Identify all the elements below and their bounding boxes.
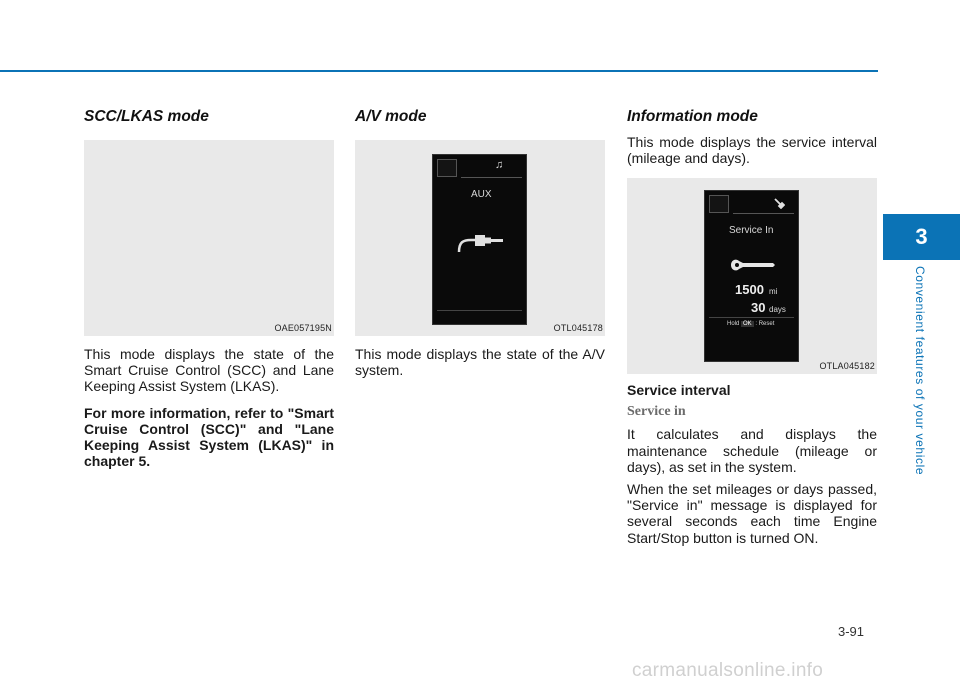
aux-plug-icon xyxy=(453,230,509,260)
chapter-number-tab: 3 xyxy=(883,214,960,260)
wrench-icon xyxy=(773,197,785,209)
header-rule xyxy=(0,70,878,72)
av-figure xyxy=(355,140,605,336)
figure-code: OTLA045182 xyxy=(819,361,875,372)
days-value: 30 xyxy=(751,300,766,316)
figure-code: OTL045178 xyxy=(553,323,603,333)
service-cluster-display xyxy=(704,190,799,362)
display-corner-box xyxy=(709,195,729,213)
watermark: carmanualsonline.info xyxy=(632,660,824,681)
information-section xyxy=(627,108,877,546)
service-in-heading: Service in xyxy=(627,404,686,420)
aux-label: AUX xyxy=(471,189,492,200)
service-in-label: Service In xyxy=(729,225,774,237)
display-top-line xyxy=(461,177,522,178)
av-description: This mode displays the state of the A/V system. xyxy=(355,346,605,379)
display-divider xyxy=(709,317,794,318)
days-unit: days xyxy=(769,305,786,315)
av-title: A/V mode xyxy=(355,108,427,125)
figure-code: OAE057195N xyxy=(274,323,332,333)
wrench-icon xyxy=(729,255,777,275)
display-corner-box xyxy=(437,159,457,177)
service-interval-heading: Service interval xyxy=(627,382,731,399)
service-in-description: It calculates and displays the maintenance schedule (mileage or days), as set in the system. xyxy=(627,426,877,475)
scc-lkas-description: This mode displays the state of the Smart Cruise Control (SCC) and Lane Keeping Assist System (LKAS). xyxy=(84,346,334,395)
music-note-icon: ♫ xyxy=(495,159,504,171)
av-cluster-display xyxy=(432,154,527,325)
scc-lkas-title: SCC/LKAS mode xyxy=(84,108,209,125)
scc-lkas-figure xyxy=(84,140,334,336)
information-intro: This mode displays the service interval (mileage and days). xyxy=(627,134,877,167)
service-in-message-note: When the set mileages or days passed, "Service in" message is displayed for several seconds each time Engine Start/Stop button is turned ON. xyxy=(627,481,877,546)
display-bottom-line xyxy=(437,310,522,311)
display-top-line xyxy=(733,213,794,214)
av-section xyxy=(355,108,605,378)
information-title: Information mode xyxy=(627,108,758,125)
ok-key-label: OK xyxy=(743,321,752,328)
page-number: 3-91 xyxy=(838,624,865,639)
mileage-unit: mi xyxy=(769,287,778,297)
mileage-value: 1500 xyxy=(735,282,764,298)
scc-lkas-reference: For more information, refer to "Smart Cruise Control (SCC)" and "Lane Keeping Assist System (LKAS)" in chapter 5. xyxy=(84,404,334,470)
chapter-title-vertical: Convenient features of your vehicle xyxy=(913,266,927,476)
scc-lkas-section xyxy=(84,108,334,469)
information-figure xyxy=(627,178,877,374)
hold-reset-hint: Hold OK : Reset xyxy=(727,321,775,328)
